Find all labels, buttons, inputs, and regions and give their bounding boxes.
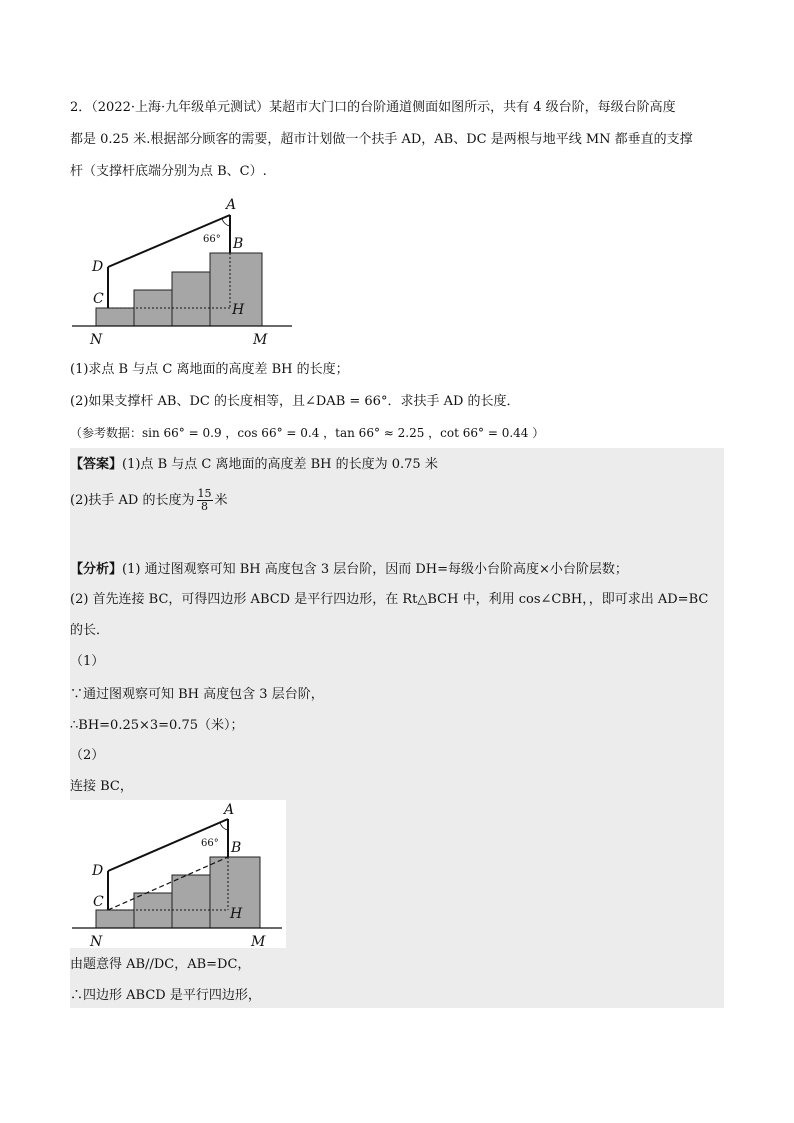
answer-fraction	[197, 488, 213, 513]
label-d: D	[92, 259, 104, 275]
label-b-2: B	[231, 840, 242, 856]
answer-line-2	[70, 486, 724, 516]
label-c: C	[93, 291, 104, 307]
label-b: B	[233, 236, 244, 252]
analysis-line-3: 的长．	[70, 623, 110, 638]
answer-tag: 【答案】	[70, 457, 123, 472]
answer-1: (1)点 B 与点 C 离地面的高度差 BH 的长度为 0.75 米	[122, 457, 438, 472]
analysis-line-1	[70, 560, 724, 580]
label-a-2: A	[224, 802, 235, 818]
solution-1-label: （1）	[70, 654, 105, 669]
angle-arc	[222, 218, 230, 226]
analysis-line-2: (2) 首先连接 BC，可得四边形 ABCD 是平行四边形，在 Rt△BCH 中，利用 cos∠CBH，，即可求出 AD=BC	[70, 592, 709, 607]
analysis-1: (1) 通过图观察可知 BH 高度包含 3 层台阶，因而 DH=每级小台阶高度×小台阶层数；	[122, 562, 628, 577]
analysis-tag: 【分析】	[70, 562, 123, 577]
problem-line-1: 2．（2022·上海·九年级单元测试）某超市大门口的台阶通道侧面如图所示，共有 4 级台阶，每级台阶高度	[70, 100, 676, 115]
label-c-2: C	[93, 894, 104, 910]
label-m-2: M	[251, 934, 266, 948]
label-a: A	[226, 197, 237, 213]
solution-1-line-1: ∵通过图观察可知 BH 高度包含 3 层台阶，	[70, 687, 324, 702]
answer-2-prefix: (2)扶手 AD 的长度为	[70, 493, 195, 508]
fraction-numerator: 15	[197, 487, 212, 500]
stairs-fill	[96, 308, 134, 326]
answer-line-1	[70, 455, 724, 475]
label-d-2: D	[92, 863, 104, 879]
question-1: (1)求点 B 与点 C 离地面的高度差 BH 的长度；	[70, 362, 349, 377]
label-m: M	[253, 332, 268, 348]
label-h-2: H	[230, 906, 243, 922]
question-2: (2)如果支撑杆 AB、DC 的长度相等，且∠DAB = 66°．求扶手 AD 的长度．	[70, 394, 520, 409]
angle-label-2: 66°	[201, 838, 219, 849]
stair-figure-1	[70, 190, 300, 350]
label-h: H	[232, 302, 245, 318]
label-n: N	[90, 332, 103, 348]
solution-2-line-3: ∴四边形 ABCD 是平行四边形，	[70, 988, 261, 1003]
fraction-denominator: 8	[201, 500, 208, 513]
solution-1-line-2: ∴BH=0.25×3=0.75（米）；	[70, 718, 244, 733]
solution-2-line-1: 连接 BC，	[70, 779, 133, 794]
problem-line-2: 都是 0.25 米.根据部分顾客的需要，超市计划做一个扶手 AD，AB、DC 是两根与地平线 MN 都垂直的支撑	[70, 132, 693, 147]
stair-figure-2	[70, 800, 286, 948]
answer-2-suffix: 米	[214, 493, 228, 508]
angle-label: 66°	[203, 234, 221, 245]
solution-2-line-2: 由题意得 AB//DC，AB=DC，	[70, 957, 251, 972]
problem-line-3: 杆（支撑杆底端分别为点 B、C）.	[70, 164, 267, 179]
label-n-2: N	[90, 934, 103, 948]
solution-2-label: （2）	[70, 748, 105, 763]
reference-data: （参考数据：sin 66° = 0.9 ，cos 66° = 0.4 ，tan 66° ≈ 2.25 ，cot 66° = 0.44 ）	[70, 426, 545, 440]
